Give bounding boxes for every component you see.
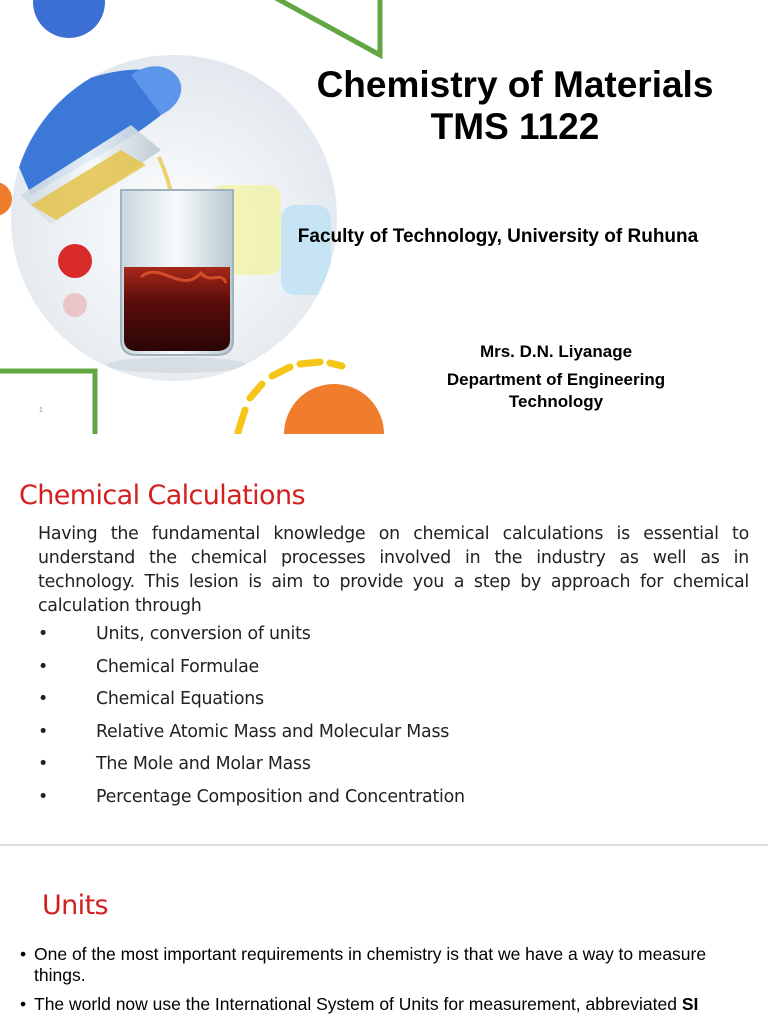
bullet-icon: • [38, 786, 49, 807]
list-item [20, 944, 750, 986]
bullet-icon: • [20, 994, 27, 1014]
green-line-bottom [0, 371, 95, 434]
title-line-1: Chemistry of Materials [316, 64, 714, 105]
list-item-text-main: The world now use the International System of Units for measurement, abbreviated [34, 994, 677, 1014]
list-item [38, 657, 465, 690]
list-item-text: The Mole and Molar Mass [96, 754, 311, 774]
list-item [38, 754, 465, 787]
bullet-icon: • [38, 656, 49, 677]
title-line-2: TMS 1122 [430, 106, 600, 147]
list-item [38, 624, 465, 657]
intro-paragraph: Having the fundamental knowledge on chemical calculations is essential to understand the chemical processes involved in the industry as well as in technology. This lesion is aim to provide you a step by approach for chemical calculation through [38, 524, 749, 616]
list-item [20, 994, 750, 1015]
list-item [38, 722, 465, 755]
list-item [38, 787, 465, 820]
list-item-text: Units, conversion of units [96, 624, 311, 644]
green-line-top [276, 0, 380, 55]
bullet-icon: • [38, 754, 49, 774]
department-line-1: Department of Engineering [446, 370, 666, 389]
bullet-icon: • [38, 624, 49, 644]
page-number: 1 [39, 407, 43, 414]
bullet-icon: • [38, 721, 49, 742]
department-name [406, 369, 706, 413]
list-item-text: One of the most important requirements in chemistry is that we have a way to measure things. [34, 944, 707, 985]
bullet-icon: • [20, 944, 27, 964]
list-item-text [34, 994, 698, 1015]
department-line-2: Technology [508, 392, 604, 411]
slide-heading: Chemical Calculations [19, 480, 305, 511]
list-item-text: Chemical Equations [96, 689, 264, 709]
si-abbreviation: SI [681, 994, 699, 1014]
topic-list [38, 624, 465, 819]
orange-half-circle [284, 384, 384, 434]
list-item [38, 689, 465, 722]
list-item-text: Chemical Formulae [96, 656, 259, 677]
chemical-calculations-slide [0, 434, 768, 844]
list-item-text: Percentage Composition and Concentration [96, 786, 465, 807]
bullet-icon: • [38, 689, 49, 709]
faculty-name: Faculty of Technology, University of Ruhuna [297, 226, 699, 247]
units-list [20, 944, 750, 1023]
lecturer-name: Mrs. D.N. Liyanage [479, 342, 633, 361]
title-slide [0, 0, 768, 434]
units-slide [0, 844, 768, 1024]
list-item-text: Relative Atomic Mass and Molecular Mass [96, 721, 450, 742]
course-title [275, 64, 755, 148]
slide-heading: Units [42, 890, 109, 921]
